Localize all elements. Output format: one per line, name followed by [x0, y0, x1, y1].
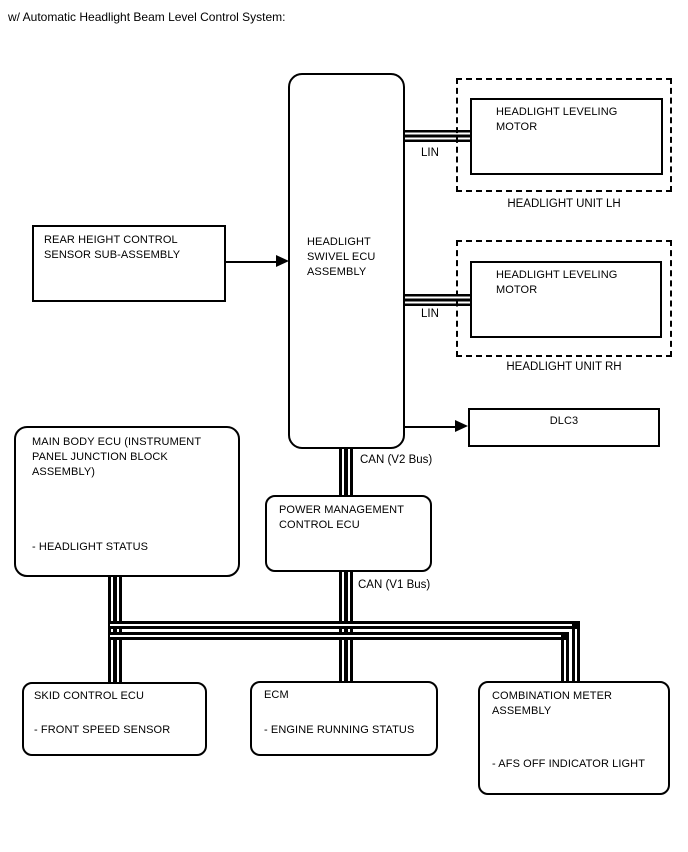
can-v2-label: CAN (V2 Bus): [360, 454, 433, 466]
power-management-ecu-box: [265, 495, 432, 572]
skid-control-ecu-box: [22, 682, 207, 756]
dlc3-label: DLC3: [549, 415, 579, 427]
can-trunk-lower-line: [110, 632, 569, 640]
ecm-label: ECM: [264, 689, 289, 701]
headlight-swivel-ecu-box: [288, 73, 405, 449]
combination-meter-box: [478, 681, 670, 795]
dlc3-box: [468, 408, 660, 447]
rear-height-sensor-label: REAR HEIGHT CONTROL SENSOR SUB-ASSEMBLY: [44, 234, 181, 261]
headlight-leveling-motor-lh-box: [470, 98, 663, 175]
dlc3-arrow-head: [455, 420, 468, 432]
can-v2-bus: [339, 447, 353, 497]
rear-sensor-arrow-line: [226, 261, 278, 263]
main-body-ecu-label: MAIN BODY ECU (INSTRUMENT PANEL JUNCTION BLOCK ASSEMBLY): [32, 436, 201, 478]
headlight-leveling-motor-rh-label: HEADLIGHT LEVELING MOTOR: [496, 269, 618, 296]
lin-lh-label: LIN: [421, 147, 439, 159]
rear-height-sensor-box: [32, 225, 226, 302]
skid-control-ecu-signal: - FRONT SPEED SENSOR: [34, 724, 171, 736]
headlight-unit-lh-caption: HEADLIGHT UNIT LH: [507, 198, 621, 210]
ecm-box: [250, 681, 438, 756]
main-body-ecu-signal: - HEADLIGHT STATUS: [32, 541, 149, 553]
combination-meter-label: COMBINATION METER ASSEMBLY: [492, 690, 613, 717]
headlight-leveling-motor-rh-box: [470, 261, 662, 338]
can-trunk-upper-line: [110, 621, 580, 629]
power-management-ecu-label: POWER MANAGEMENT CONTROL ECU: [279, 504, 404, 531]
trunk-corner-inner: [561, 632, 569, 640]
meter-bus-outer-line: [572, 621, 580, 681]
headlight-leveling-motor-lh-label: HEADLIGHT LEVELING MOTOR: [496, 106, 618, 133]
headlight-unit-rh-caption: HEADLIGHT UNIT RH: [506, 361, 622, 373]
skid-control-ecu-label: SKID CONTROL ECU: [34, 690, 144, 702]
combination-meter-signal: - AFS OFF INDICATOR LIGHT: [492, 758, 646, 770]
dlc3-arrow-line: [404, 426, 456, 428]
diagram-title: w/ Automatic Headlight Beam Level Control System:: [8, 10, 286, 24]
can-v1-label: CAN (V1 Bus): [358, 579, 431, 591]
trunk-corner-outer: [572, 621, 580, 629]
main-body-can-bus: [108, 576, 122, 683]
headlight-swivel-ecu-label: HEADLIGHT SWIVEL ECU ASSEMBLY: [307, 236, 376, 278]
lin-rh-label: LIN: [421, 308, 439, 320]
main-body-ecu-box: [14, 426, 240, 577]
ecm-signal: - ENGINE RUNNING STATUS: [264, 724, 415, 736]
